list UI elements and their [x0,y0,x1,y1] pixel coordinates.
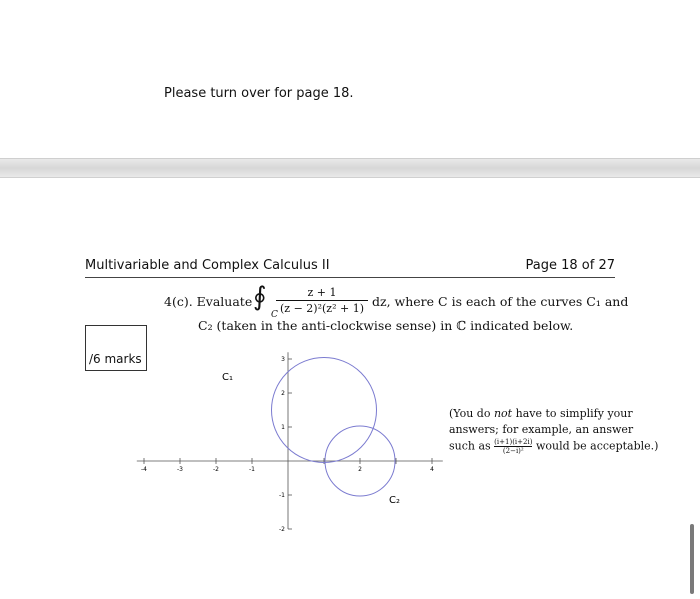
question-label: 4(c). Evaluate [164,294,253,309]
question-text-after: dz, where C is each of the curves C₁ and [372,294,629,309]
question-line-2: C₂ (taken in the anti-clockwise sense) in ℂ indicated below. [198,318,574,333]
curve-c1 [272,358,377,463]
curve-c2-label: C₂ [389,495,400,506]
curve-c1-label: C₁ [222,372,233,383]
note-text-b: have to simplify your answers; for example, an answer such as [449,407,634,453]
example-fraction [494,438,532,455]
y-tick-label: -1 [279,492,285,499]
contour-subscript: C [271,310,278,320]
x-tick-label: -4 [141,466,147,473]
marks-label: /6 marks [89,352,142,366]
integrand-denominator: (z − 2)²(z² + 1) [280,302,364,315]
x-tick-label: -2 [213,466,219,473]
y-tick-label: 2 [281,390,285,397]
page-number: Page 18 of 27 [525,258,615,273]
simplification-note [449,406,659,455]
course-title: Multivariable and Complex Calculus II [85,258,330,273]
ticks [141,356,434,533]
contour-integral-symbol: ∮ [253,282,267,312]
x-tick-label: -3 [177,466,183,473]
y-tick-label: -2 [279,526,285,533]
y-tick-label: 3 [281,356,285,363]
integrand-numerator: z + 1 [307,286,337,299]
x-tick-label: -1 [249,466,255,473]
note-text-c: would be acceptable.) [532,439,659,453]
turn-over-note: Please turn over for page 18. [164,86,354,101]
x-tick-label: 4 [430,466,434,473]
example-numerator: (i+1)(i+2i) [494,438,533,446]
x-tick-label: 2 [358,466,362,473]
note-emphasis-not: not [493,407,513,420]
y-tick-label: 1 [281,424,285,431]
note-text-a: (You do [449,407,494,420]
scrollbar[interactable] [690,524,694,594]
example-denominator: (2−i)² [502,447,524,455]
